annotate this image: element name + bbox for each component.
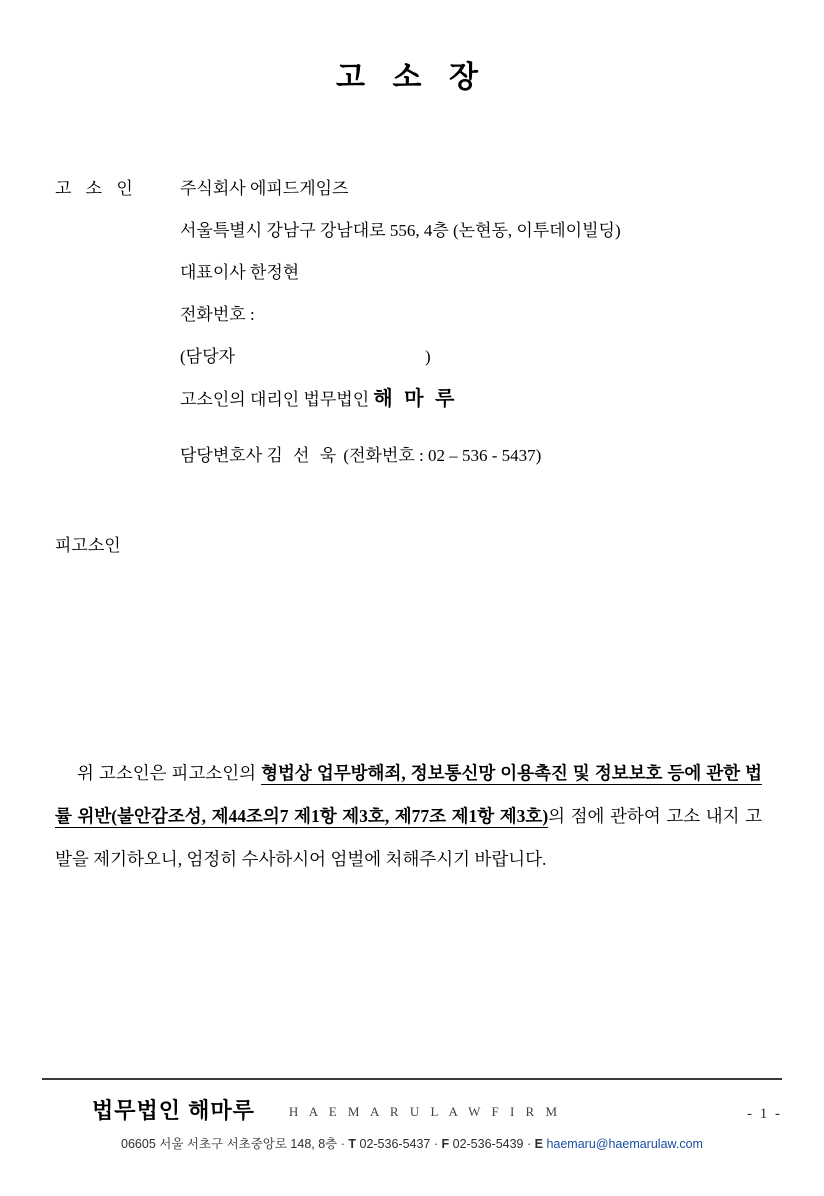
footer-tel-label: T [348, 1137, 357, 1151]
body-tail: 의 점에 관하여 고소 내지 고발을 제기하오니, 엄정히 수사하시어 엄벌에 처해주시기 바랍니다. [55, 806, 762, 869]
complainant-contact-line [55, 336, 824, 378]
document-page [0, 52, 824, 1196]
complainant-address: 서울특별시 강남구 강남대로 556, 4층 (논현동, 이투데이빌딩) [180, 221, 621, 240]
respondent-block [0, 531, 824, 556]
lawyer-prefix: 담당변호사 [180, 446, 263, 465]
contact-close-paren: ) [424, 347, 431, 366]
page-title: 고 소 장 [336, 61, 488, 94]
complainant-representative: 대표이사 한정현 [180, 263, 300, 282]
complainant-label: 고 소 인 [55, 179, 138, 198]
footer-fax: 02-536-5439 · [449, 1137, 535, 1151]
footer-email[interactable]: haemaru@haemarulaw.com [542, 1137, 703, 1151]
lawyer-phone: (전화번호 : 02 – 536 - 5437) [343, 446, 542, 465]
complainant-block [0, 168, 824, 477]
agent-line [55, 378, 824, 421]
contact-open-paren: (담당자 [180, 347, 235, 366]
respondent-label: 피고소인 [55, 536, 121, 555]
footer-firm-english: H A E M A R U L A W F I R M [288, 1104, 561, 1119]
page-footer [0, 1078, 824, 1196]
footer-top-row [42, 1094, 782, 1125]
complainant-row [55, 168, 824, 210]
lawyer-line [55, 435, 824, 477]
footer-tel: 02-536-5437 · [356, 1137, 442, 1151]
page-number: - 1 - [747, 1106, 782, 1122]
footer-divider [42, 1078, 782, 1080]
footer-address [0, 1134, 824, 1152]
body-paragraph [0, 752, 824, 881]
complainant-company: 주식회사 에피드게임즈 [180, 179, 349, 198]
agent-firm-name: 해 마 루 [373, 388, 458, 410]
footer-email-label: E [534, 1137, 543, 1151]
lawyer-name: 김 선 욱 [266, 446, 340, 465]
body-lead: 위 고소인은 피고소인의 [77, 763, 262, 783]
body-emphasis: 형법상 업무방해죄, 정보통신망 이용촉진 및 정보보호 등에 관한 법률 위반(불안감조성, 제44조의7 제1항 제3호, 제77조 제1항 제3호) [55, 763, 762, 826]
complainant-phone-label: 전화번호 : [180, 305, 255, 324]
footer-firm-logo: 법무법인 해마루 [92, 1098, 255, 1123]
footer-fax-label: F [441, 1137, 450, 1151]
footer-address-line: 06605 서울 서초구 서초중앙로 148, 8층 · [121, 1137, 349, 1151]
agent-prefix: 고소인의 대리인 법무법인 [180, 390, 370, 409]
